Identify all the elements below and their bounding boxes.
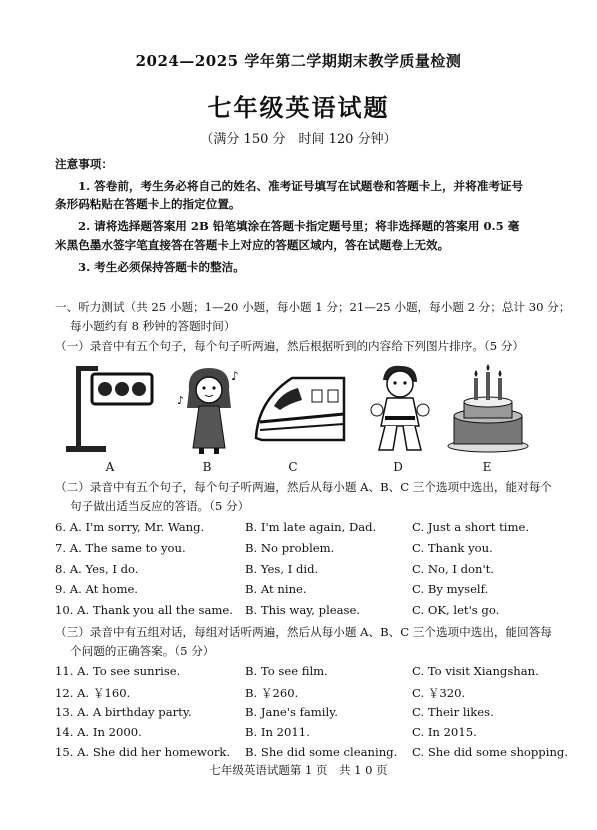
notes-heading: 注意事项： [55,157,113,171]
question-12 [55,685,575,702]
question-9 [55,582,575,599]
option-b: B. At nine. [245,582,307,596]
option-b: B. She did some cleaning. [245,745,398,759]
question-6 [55,520,575,537]
question-10 [55,603,575,620]
option-a: 12. A. ￥160. [55,686,131,700]
note-2a: 2. 请将选择题答案用 2B 铅笔填涂在答题卡指定题号里；将非选择题的答案用 0.5 毫 [78,219,520,233]
note-1b: 条形码粘贴在答题卡上的指定位置。 [55,197,241,211]
traffic-light-picture [62,360,157,455]
picture-label-b: B [202,460,212,474]
question-8 [55,562,575,579]
option-c: C. Just a short time. [412,520,530,534]
question-15 [55,745,575,762]
option-a: 8. A. Yes, I do. [55,562,139,576]
svg-text:♪: ♪ [177,394,185,407]
option-c: C. To visit Xiangshan. [412,664,539,678]
option-c: C. Thank you. [412,541,493,555]
part-a-instruction: （一）录音中有五个句子，每个句子听两遍，然后根据听到的内容给下列图片排序。（5 分） [55,339,525,353]
option-b: B. To see film. [245,664,328,678]
option-c: C. OK, let's go. [412,603,500,617]
birthday-cake-picture [440,360,535,455]
girl-singing-picture [175,360,245,455]
question-7 [55,541,575,558]
option-b: B. In 2011. [245,725,310,739]
option-a: 13. A. A birthday party. [55,705,192,719]
picture-label-d: D [393,460,403,474]
exam-header: 2024—2025 学年第二学期期末教学质量检测 [135,52,462,70]
picture-label-e: E [482,460,492,474]
picture-label-c: C [288,460,298,474]
option-b: B. No problem. [245,541,335,555]
note-1a: 1. 答卷前，考生务必将自己的姓名、准考证号填写在试题卷和答题卡上，并将准考证号 [78,179,524,193]
option-b: B. I'm late again, Dad. [245,520,377,534]
question-14 [55,725,575,742]
option-b: B. Jane's family. [245,705,338,719]
option-c: C. In 2015. [412,725,477,739]
picture-label-a: A [105,460,115,474]
option-a: 7. A. The same to you. [55,541,186,555]
option-b: B. This way, please. [245,603,361,617]
exam-title: 七年级英语试题 [207,93,390,122]
part-b-instruction-1: （二）录音中有五个句子，每个句子听两遍，然后从每小题 A、B、C 三个选项中选出，能对每个 [55,480,552,494]
option-c: C. She did some shopping. [412,745,569,759]
option-a: 10. A. Thank you all the same. [55,603,233,617]
section1-line1: 一、听力测试（共 25 小题；1—20 小题，每小题 1 分；21—25 小题，每小题 2 分；总计 30 分； [55,300,571,314]
option-b: B. Yes, I did. [245,562,319,576]
note-3: 3. 考生必须保持答题卡的整洁。 [78,260,245,274]
part-c-instruction-2: 个问题的正确答案。（5 分） [70,644,215,658]
option-b: B. ￥260. [245,686,299,700]
option-c: C. By myself. [412,582,489,596]
kungfu-boy-picture [365,360,435,455]
option-a: 6. A. I'm sorry, Mr. Wang. [55,520,205,534]
page-footer: 七年级英语试题第 1 页 共 1 0 页 [209,763,388,777]
part-b-instruction-2: 句子做出适当反应的答语。（5 分） [70,499,250,513]
question-13 [55,705,575,722]
option-a: 9. A. At home. [55,582,138,596]
option-a: 14. A. In 2000. [55,725,142,739]
section1-line2: 每小题约有 8 秒钟的答题时间） [70,319,236,333]
train-picture [252,360,347,455]
question-11 [55,664,575,681]
svg-text:♪: ♪ [231,369,239,383]
option-c: C. Their likes. [412,705,494,719]
exam-subtitle: （满分 150 分 时间 120 分钟） [200,132,397,147]
note-2b: 米黑色墨水签字笔直接答在答题卡上对应的答题区域内，答在试题卷上无效。 [55,238,450,252]
part-c-instruction-1: （三）录音中有五组对话，每组对话听两遍，然后从每小题 A、B、C 三个选项中选出，能回答每 [55,625,552,639]
option-a: 11. A. To see sunrise. [55,664,181,678]
option-a: 15. A. She did her homework. [55,745,231,759]
option-c: C. ￥320. [412,686,466,700]
option-c: C. No, I don't. [412,562,494,576]
